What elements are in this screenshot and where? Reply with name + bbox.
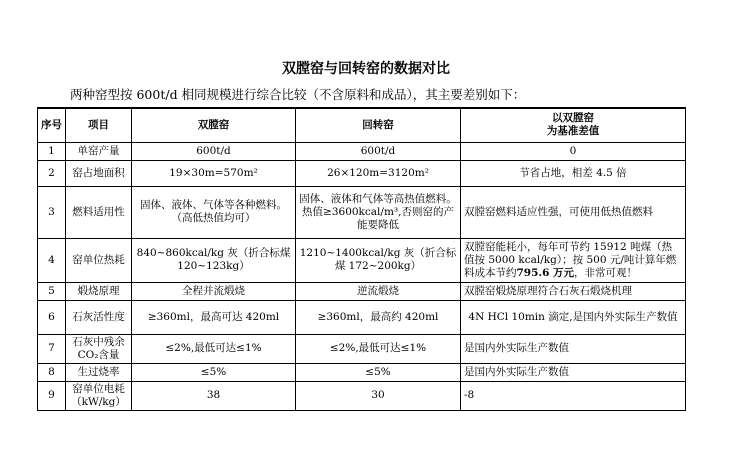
difference-text: 双膛窑煅烧原理符合石灰石煅烧机理 [464,284,632,297]
difference-text: 0 [569,144,577,157]
document-title: 双膛窑与回转窑的数据对比 [282,61,450,77]
cell-double-kiln: ≤2%,最低可达≤1% [132,334,296,363]
cell-item: 石灰活性度 [66,300,132,334]
cell-seq: 3 [38,186,66,238]
cell-seq: 8 [38,363,66,381]
table-row [38,381,686,410]
cell-double-kiln: 全程并流煅烧 [132,282,296,300]
cell-item: 石灰中残余CO₂含量 [66,334,132,363]
cell-item: 煅烧原理 [66,282,132,300]
header-difference [461,108,686,142]
cell-difference [461,160,686,186]
cell-difference [461,238,686,282]
cell-item: 单窑产量 [66,142,132,160]
cell-rotary-kiln: 固体、液体和气体等高热值燃料。热值≥3600kcal/m³,否则窑的产能要降低 [296,186,461,238]
table-row [38,282,686,300]
cell-item: 生过烧率 [66,363,132,381]
cell-seq: 6 [38,300,66,334]
table-row [38,363,686,381]
table-row [38,238,686,282]
difference-tail: ，非常可观！ [574,266,638,279]
cell-double-kiln: 840~860kcal/kg 灰（折合标煤 120~123kg） [132,238,296,282]
cell-seq: 1 [38,142,66,160]
table-row [38,334,686,363]
difference-text: 双膛窑燃料适应性强，可使用低热值燃料 [464,205,653,218]
difference-text: 节省占地，相差 4.5 倍 [519,166,627,179]
cell-difference [461,300,686,334]
cell-rotary-kiln: 600t/d [296,142,461,160]
table-row [38,142,686,160]
comparison-table [37,107,686,411]
difference-text: 是国内外实际生产数值 [464,342,569,354]
header-difference-line1: 以双膛窑 [552,112,594,125]
difference-text: 双膛窑能耗小，每年可节约 15912 吨煤（热值按 5000 kcal/kg）；按 500 元/吨计算年燃料成本节约 [464,240,677,279]
cell-rotary-kiln: 26×120m=3120m² [296,160,461,186]
table-row [38,186,686,238]
table-header-row [38,108,686,142]
cell-seq: 9 [38,381,66,410]
header-rotary-kiln: 回转窑 [296,108,461,142]
difference-text: 是国内外实际生产数值 [464,365,569,378]
cell-seq: 2 [38,160,66,186]
cell-rotary-kiln: ≤5% [296,363,461,381]
cell-rotary-kiln: ≥360ml，最高约 420ml [296,300,461,334]
cell-rotary-kiln: 30 [296,381,461,410]
header-item: 项目 [66,108,132,142]
cell-item: 窑单位电耗（kW/kg） [66,381,132,410]
cell-rotary-kiln: 1210~1400kcal/kg 灰（折合标煤 172~200kg） [296,238,461,282]
table-body [38,142,686,410]
table-row [38,300,686,334]
cell-seq: 5 [38,282,66,300]
cell-difference [461,381,686,410]
cell-seq: 4 [38,238,66,282]
cell-item: 窑单位热耗 [66,238,132,282]
cell-difference [461,363,686,381]
cell-double-kiln: 38 [132,381,296,410]
difference-highlight: 795.6 万元 [516,266,575,279]
table-row [38,160,686,186]
intro-paragraph: 两种窑型按 600t/d 相同规模进行综合比较（不含原料和成品），其主要差别如下： [70,87,526,102]
cell-rotary-kiln: 逆流煅烧 [296,282,461,300]
cell-rotary-kiln: ≤2%,最低可达≤1% [296,334,461,363]
header-seq: 序号 [38,108,66,142]
cell-seq: 7 [38,334,66,363]
difference-text: -8 [464,389,475,401]
cell-item: 窑占地面积 [66,160,132,186]
cell-double-kiln: ≤5% [132,363,296,381]
difference-text: 4N HCl 10min 滴定,是国内外实际生产数值 [468,310,678,323]
cell-difference [461,282,686,300]
cell-difference [461,186,686,238]
cell-double-kiln: 600t/d [132,142,296,160]
cell-item: 燃料适用性 [66,186,132,238]
cell-double-kiln: 19×30m=570m² [132,160,296,186]
cell-double-kiln: 固体、液体、气体等各种燃料。（高低热值均可） [132,186,296,238]
header-difference-line2: 为基准差值 [546,125,600,138]
cell-double-kiln: ≥360ml，最高可达 420ml [132,300,296,334]
cell-difference [461,142,686,160]
header-double-kiln: 双膛窑 [132,108,296,142]
cell-difference [461,334,686,363]
